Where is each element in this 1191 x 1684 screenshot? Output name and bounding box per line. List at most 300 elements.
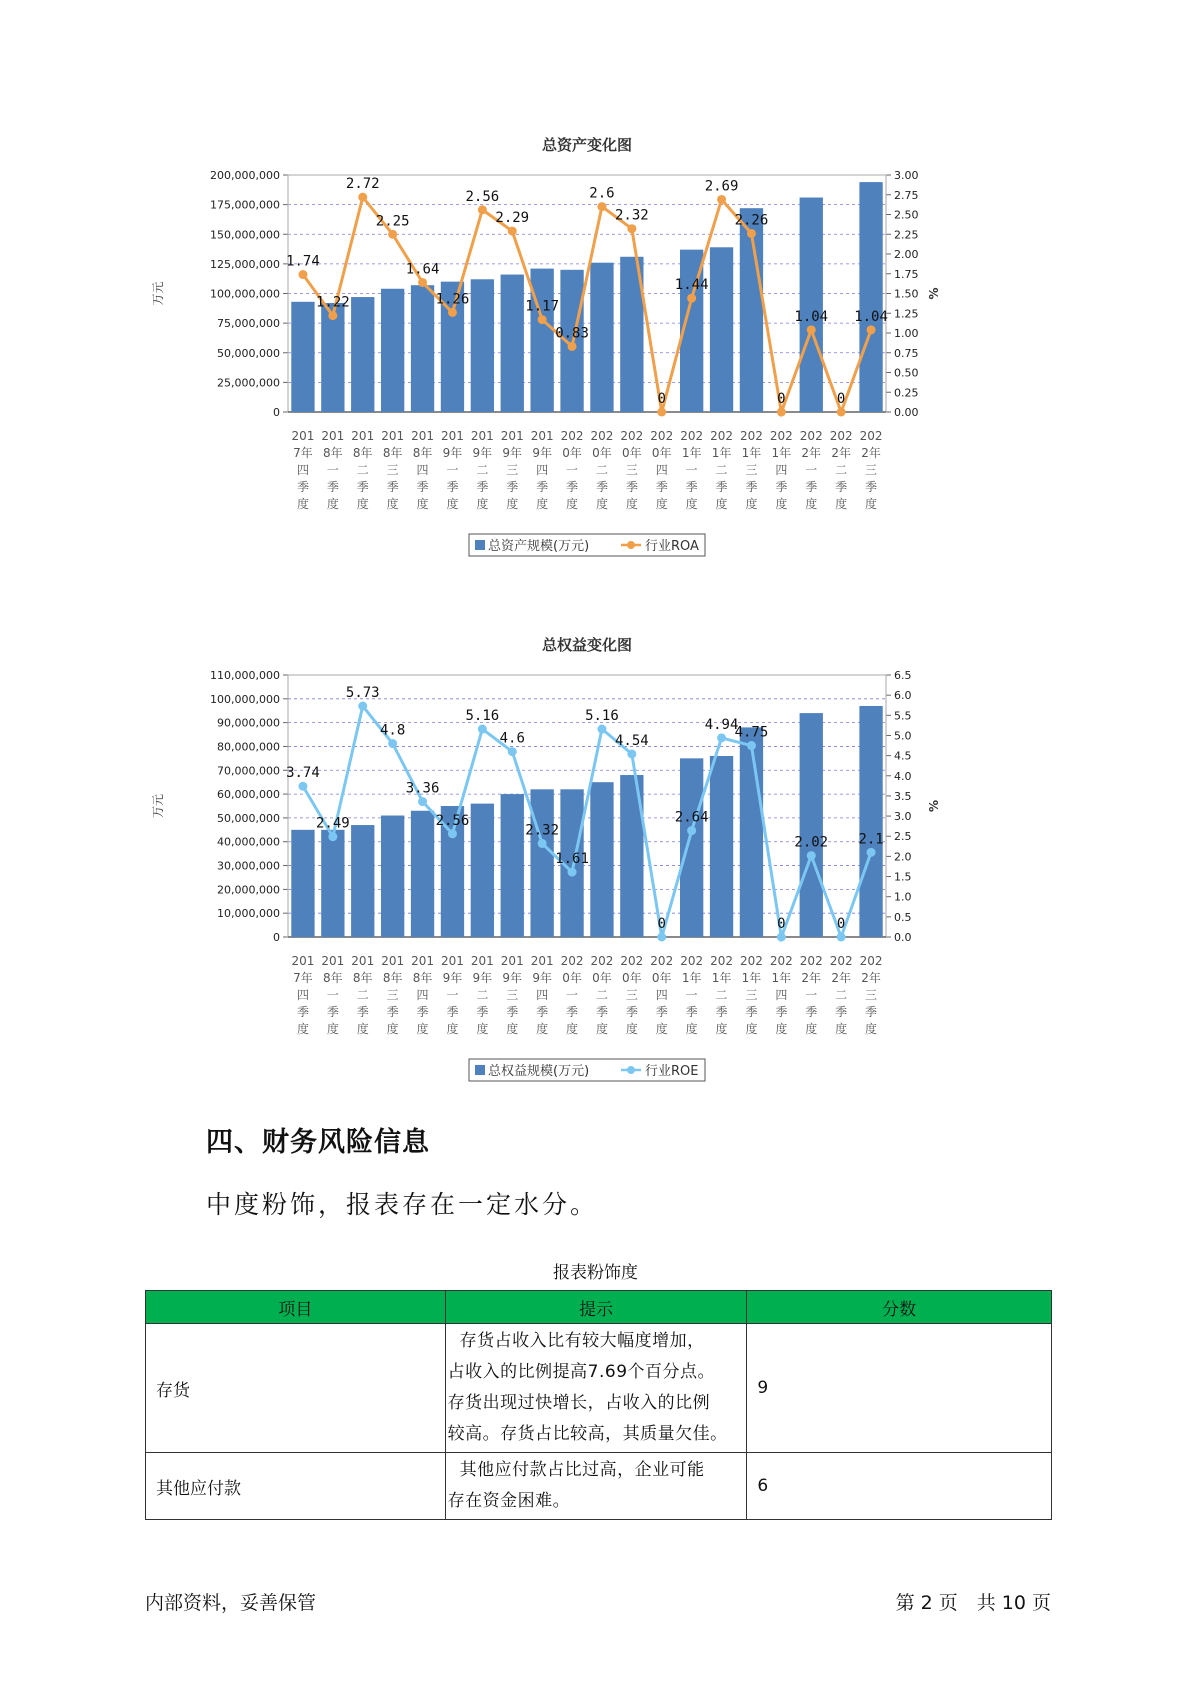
x-tick-label: 一 (326, 463, 339, 477)
data-label: 4.8 (380, 722, 406, 739)
table-row (146, 1453, 1052, 1520)
right-tick-label: 3.00 (894, 169, 919, 182)
x-tick-label: 四 (296, 463, 309, 477)
x-tick-label: 季 (835, 1005, 848, 1019)
bar (351, 297, 374, 412)
x-tick-label: 度 (566, 497, 579, 511)
right-axis-title: % (927, 799, 941, 813)
data-label: 5.16 (465, 708, 500, 725)
legend-label-line: 行业ROE (645, 1064, 699, 1079)
x-tick-label: 202 (739, 429, 763, 443)
data-label: 2.56 (435, 812, 470, 829)
x-tick-label: 二 (356, 463, 369, 477)
table-row (146, 1324, 1052, 1453)
x-tick-label: 1年 (741, 971, 762, 985)
x-tick-label: 9年 (532, 446, 552, 460)
data-label: 5.73 (345, 685, 380, 702)
line-point (568, 342, 577, 351)
x-tick-label: 四 (416, 463, 429, 477)
line-point (807, 325, 816, 334)
line-point (328, 311, 337, 320)
x-tick-label: 度 (835, 497, 848, 511)
x-tick-label: 202 (710, 429, 734, 443)
x-tick-label: 季 (685, 1005, 698, 1019)
right-tick-label: 1.00 (894, 327, 919, 340)
x-tick-label: 202 (710, 954, 734, 968)
x-tick-label: 一 (566, 463, 579, 477)
risk-table (145, 1290, 1052, 1520)
x-tick-label: 0年 (592, 971, 612, 985)
x-tick-label: 三 (506, 463, 519, 477)
left-tick-label: 175,000,000 (210, 198, 280, 212)
bar (590, 263, 613, 412)
x-tick-label: 度 (625, 497, 638, 511)
x-tick-label: 季 (715, 1005, 728, 1019)
x-tick-label: 季 (835, 480, 848, 494)
x-tick-label: 201 (500, 429, 524, 443)
x-tick-label: 度 (506, 1022, 519, 1036)
x-tick-label: 201 (321, 954, 345, 968)
right-tick-label: 2.75 (894, 188, 919, 202)
line-point (867, 848, 876, 857)
x-tick-label: 三 (745, 463, 758, 477)
hint-line: 存在资金困难。 (447, 1491, 571, 1511)
header-hint: 提示 (445, 1291, 747, 1324)
data-label: 2.56 (465, 188, 500, 205)
x-tick-label: 1年 (711, 446, 732, 460)
data-label: 4.75 (734, 724, 769, 741)
x-tick-label: 度 (296, 1022, 309, 1036)
left-tick-label: 110,000,000 (210, 669, 280, 682)
x-tick-label: 季 (595, 480, 608, 494)
row-score: 9 (747, 1324, 1052, 1453)
bar (381, 816, 404, 937)
bar (291, 302, 314, 412)
x-tick-label: 季 (356, 1005, 369, 1019)
x-tick-label: 202 (769, 429, 793, 443)
x-tick-label: 202 (680, 954, 704, 968)
right-tick-label: 3.5 (894, 789, 912, 803)
right-tick-label: 1.0 (894, 890, 912, 904)
data-label: 1.04 (794, 308, 829, 325)
bar (740, 727, 763, 937)
x-tick-label: 季 (326, 480, 339, 494)
line-point (298, 270, 307, 279)
x-tick-label: 季 (536, 1005, 549, 1019)
line-point (597, 202, 606, 211)
bar (859, 706, 882, 937)
x-tick-label: 度 (506, 497, 519, 511)
left-axis-title: 万元 (151, 793, 165, 819)
x-tick-label: 度 (805, 497, 818, 511)
data-label: 0 (777, 916, 786, 932)
x-tick-label: 季 (685, 480, 698, 494)
x-tick-label: 0年 (562, 446, 582, 460)
bar (291, 830, 314, 937)
line-point (478, 725, 487, 734)
data-label: 3.74 (286, 765, 320, 782)
x-tick-label: 2年 (831, 971, 851, 985)
x-tick-label: 201 (381, 429, 405, 443)
x-tick-label: 度 (655, 497, 668, 511)
line-point (298, 782, 307, 791)
x-tick-label: 0年 (622, 446, 642, 460)
line-point (448, 829, 457, 838)
x-tick-label: 季 (356, 480, 369, 494)
x-tick-label: 度 (595, 497, 608, 511)
x-tick-label: 9年 (442, 446, 463, 460)
x-tick-label: 度 (775, 497, 788, 511)
x-tick-label: 8年 (352, 446, 373, 460)
x-tick-label: 季 (715, 480, 728, 494)
right-tick-label: 2.0 (894, 850, 912, 864)
line-point (538, 315, 547, 324)
x-tick-label: 8年 (382, 971, 403, 985)
line-point (687, 826, 696, 835)
x-tick-label: 202 (590, 429, 614, 443)
x-tick-label: 一 (446, 988, 459, 1002)
data-label: 0 (836, 916, 846, 932)
chart-title: 总权益变化图 (541, 636, 633, 654)
data-label: 1.44 (674, 277, 709, 294)
bar (501, 275, 524, 412)
hint-line: 占收入的比例提高7.69个百分点。 (447, 1362, 716, 1382)
data-label: 2.64 (674, 809, 709, 826)
x-tick-label: 四 (536, 988, 549, 1002)
legend-label-bar: 总权益规模(万元) (488, 1064, 590, 1079)
line-point (508, 747, 517, 756)
x-tick-label: 四 (536, 463, 549, 477)
x-tick-label: 季 (386, 480, 399, 494)
right-tick-label: 0.0 (894, 931, 912, 944)
legend-swatch-point (627, 1066, 635, 1074)
x-tick-label: 201 (291, 954, 315, 968)
data-label: 4.54 (614, 733, 649, 750)
x-tick-label: 202 (829, 954, 853, 968)
x-tick-label: 0年 (592, 446, 612, 460)
left-tick-label: 40,000,000 (217, 835, 280, 849)
x-tick-label: 三 (745, 988, 758, 1002)
x-tick-label: 201 (500, 954, 524, 968)
x-tick-label: 季 (655, 480, 668, 494)
line-point (657, 408, 666, 417)
left-tick-label: 60,000,000 (217, 788, 280, 802)
x-tick-label: 季 (865, 1005, 878, 1019)
x-tick-label: 季 (296, 1005, 309, 1019)
x-tick-label: 201 (291, 429, 315, 443)
legend-label-bar: 总资产规模(万元) (488, 539, 590, 554)
x-tick-label: 9年 (442, 971, 463, 985)
line-point (867, 325, 876, 334)
x-tick-label: 一 (805, 463, 818, 477)
table-caption: 报表粉饰度 (553, 1263, 638, 1283)
x-tick-label: 一 (566, 988, 579, 1002)
line-point (807, 851, 816, 860)
x-tick-label: 1年 (771, 446, 792, 460)
x-tick-label: 季 (446, 1005, 459, 1019)
bar (710, 756, 733, 937)
line-point (657, 933, 666, 942)
x-tick-label: 度 (386, 497, 399, 511)
bar (501, 794, 524, 937)
data-label: 1.04 (854, 308, 888, 325)
x-tick-label: 二 (476, 988, 489, 1002)
x-tick-label: 9年 (472, 971, 493, 985)
legend-swatch-bar (475, 1065, 485, 1075)
x-tick-label: 2年 (801, 971, 822, 985)
x-tick-label: 7年 (293, 971, 313, 985)
data-label: 2.02 (794, 834, 829, 851)
left-tick-label: 100,000,000 (210, 287, 280, 301)
x-tick-label: 0年 (562, 971, 582, 985)
chart-title: 总资产变化图 (541, 136, 633, 154)
x-tick-label: 1年 (681, 446, 702, 460)
x-tick-label: 季 (446, 480, 459, 494)
left-tick-label: 100,000,000 (210, 692, 280, 706)
assets-chart-svg (151, 135, 980, 595)
x-tick-label: 201 (440, 429, 464, 443)
x-tick-label: 度 (296, 497, 309, 511)
x-tick-label: 度 (536, 1022, 549, 1036)
left-tick-label: 125,000,000 (210, 257, 280, 271)
right-tick-label: 6.5 (894, 669, 912, 682)
right-tick-label: 1.50 (894, 287, 919, 301)
left-tick-label: 25,000,000 (217, 376, 280, 390)
x-tick-label: 二 (715, 463, 728, 477)
x-tick-label: 季 (775, 1005, 788, 1019)
left-tick-label: 90,000,000 (217, 716, 280, 730)
x-tick-label: 一 (685, 463, 698, 477)
right-tick-label: 1.25 (894, 307, 919, 321)
data-label: 2.6 (589, 185, 615, 202)
x-tick-label: 201 (470, 954, 494, 968)
x-tick-label: 一 (685, 988, 698, 1002)
x-tick-label: 季 (506, 1005, 519, 1019)
x-tick-label: 度 (326, 1022, 339, 1036)
line-point (388, 230, 397, 239)
right-tick-label: 3.0 (894, 810, 912, 824)
line-point (717, 733, 726, 742)
x-tick-label: 202 (859, 429, 883, 443)
x-tick-label: 季 (536, 480, 549, 494)
right-tick-label: 0.00 (894, 406, 919, 419)
line-point (777, 933, 786, 942)
x-tick-label: 二 (835, 988, 848, 1002)
x-tick-label: 201 (381, 954, 405, 968)
x-tick-label: 一 (326, 988, 339, 1002)
row-item: 其他应付款 (146, 1453, 446, 1520)
x-tick-label: 度 (835, 1022, 848, 1036)
left-tick-label: 70,000,000 (217, 764, 280, 778)
x-tick-label: 度 (356, 497, 369, 511)
x-tick-label: 季 (416, 1005, 429, 1019)
left-tick-label: 10,000,000 (217, 907, 280, 921)
x-tick-label: 202 (620, 954, 644, 968)
data-label: 2.72 (345, 176, 380, 193)
row-item: 存货 (146, 1324, 446, 1453)
left-tick-label: 75,000,000 (217, 317, 280, 331)
x-tick-label: 度 (326, 497, 339, 511)
x-tick-label: 度 (655, 1022, 668, 1036)
right-tick-label: 1.75 (894, 267, 919, 281)
x-tick-label: 季 (416, 480, 429, 494)
x-tick-label: 度 (745, 497, 758, 511)
x-tick-label: 三 (386, 463, 399, 477)
x-tick-label: 度 (865, 1022, 878, 1036)
x-tick-label: 季 (595, 1005, 608, 1019)
line-point (478, 205, 487, 214)
x-tick-label: 四 (775, 988, 788, 1002)
left-tick-label: 50,000,000 (217, 811, 280, 825)
data-label: 4.6 (499, 730, 525, 747)
data-label: 1.61 (555, 851, 589, 868)
line-point (418, 797, 427, 806)
legend-swatch-point (627, 541, 635, 549)
x-tick-label: 2年 (801, 446, 822, 460)
left-tick-label: 30,000,000 (217, 859, 280, 873)
x-tick-label: 季 (476, 480, 489, 494)
x-tick-label: 季 (326, 1005, 339, 1019)
x-tick-label: 二 (356, 988, 369, 1002)
x-tick-label: 7年 (293, 446, 313, 460)
x-tick-label: 2年 (861, 446, 881, 460)
data-label: 0 (657, 391, 666, 407)
x-tick-label: 度 (416, 497, 429, 511)
x-tick-label: 202 (680, 429, 704, 443)
x-tick-label: 度 (476, 1022, 489, 1036)
data-label: 0 (657, 916, 666, 932)
hint-line: 其他应付款占比过高，企业可能 (459, 1460, 705, 1480)
right-tick-label: 2.25 (894, 228, 919, 242)
x-tick-label: 季 (506, 480, 519, 494)
header-score: 分数 (747, 1291, 1052, 1324)
right-tick-label: 1.5 (894, 870, 912, 884)
line-point (538, 839, 547, 848)
data-label: 1.22 (315, 294, 350, 311)
x-tick-label: 三 (625, 988, 638, 1002)
data-label: 0.83 (555, 325, 589, 342)
x-tick-label: 二 (835, 463, 848, 477)
right-tick-label: 4.0 (894, 769, 912, 783)
legend-swatch-bar (475, 540, 485, 550)
section-heading: 四、财务风险信息 (206, 1127, 430, 1158)
data-label: 1.74 (286, 253, 320, 270)
x-tick-label: 度 (715, 497, 728, 511)
x-tick-label: 季 (386, 1005, 399, 1019)
x-tick-label: 度 (775, 1022, 788, 1036)
x-tick-label: 202 (560, 429, 584, 443)
bar (321, 830, 344, 937)
x-tick-label: 1年 (741, 446, 762, 460)
right-tick-label: 0.75 (894, 346, 919, 360)
bar (530, 269, 553, 412)
x-tick-label: 202 (799, 429, 823, 443)
x-tick-label: 1年 (771, 971, 792, 985)
left-tick-label: 200,000,000 (210, 169, 280, 182)
right-tick-label: 2.5 (894, 830, 912, 844)
x-tick-label: 季 (566, 1005, 579, 1019)
data-label: 1.17 (525, 298, 560, 315)
x-tick-label: 度 (805, 1022, 818, 1036)
x-tick-label: 201 (351, 954, 375, 968)
table-header-row (146, 1291, 1052, 1324)
x-tick-label: 201 (530, 429, 554, 443)
x-tick-label: 202 (859, 954, 883, 968)
x-tick-label: 8年 (382, 446, 403, 460)
section-summary: 中度粉饰，报表存在一定水分。 (206, 1190, 599, 1219)
bar (590, 782, 613, 937)
line-point (627, 750, 636, 759)
equity-chart (151, 635, 980, 1095)
x-tick-label: 度 (356, 1022, 369, 1036)
x-tick-label: 度 (685, 1022, 698, 1036)
bar (471, 804, 494, 937)
right-tick-label: 5.5 (894, 709, 912, 723)
x-tick-label: 四 (775, 463, 788, 477)
right-tick-label: 0.50 (894, 366, 919, 380)
hint-line: 较高。存货占比较高，其质量欠佳。 (447, 1424, 728, 1444)
x-tick-label: 8年 (352, 971, 373, 985)
x-tick-label: 202 (620, 429, 644, 443)
x-tick-label: 度 (446, 1022, 459, 1036)
line-point (358, 193, 367, 202)
x-tick-label: 三 (386, 988, 399, 1002)
x-tick-label: 201 (321, 429, 345, 443)
x-tick-label: 度 (566, 1022, 579, 1036)
data-label: 2.32 (614, 207, 649, 224)
x-tick-label: 季 (566, 480, 579, 494)
plot-area (288, 175, 886, 412)
x-tick-label: 202 (739, 954, 763, 968)
line-point (837, 933, 846, 942)
x-tick-label: 8年 (323, 971, 343, 985)
line-point (448, 308, 457, 317)
data-label: 2.69 (704, 178, 739, 195)
x-tick-label: 二 (595, 463, 608, 477)
bar (530, 789, 553, 937)
page-number: 第 2 页 共 10 页 (895, 1592, 1051, 1614)
x-tick-label: 度 (446, 497, 459, 511)
x-tick-label: 0年 (651, 446, 672, 460)
data-label: 2.25 (375, 213, 410, 230)
x-tick-label: 二 (476, 463, 489, 477)
x-tick-label: 202 (650, 954, 674, 968)
data-label: 2.32 (525, 822, 560, 839)
x-tick-label: 四 (416, 988, 429, 1002)
x-tick-label: 季 (865, 480, 878, 494)
data-label: 2.26 (734, 212, 769, 229)
x-tick-label: 二 (715, 988, 728, 1002)
row-hint (445, 1324, 747, 1453)
x-tick-label: 度 (416, 1022, 429, 1036)
line-point (717, 195, 726, 204)
x-tick-label: 季 (805, 480, 818, 494)
right-tick-label: 5.0 (894, 729, 912, 743)
x-tick-label: 202 (829, 429, 853, 443)
left-tick-label: 50,000,000 (217, 346, 280, 360)
x-tick-label: 度 (536, 497, 549, 511)
x-tick-label: 8年 (323, 446, 343, 460)
line-point (328, 832, 337, 841)
x-tick-label: 度 (685, 497, 698, 511)
x-tick-label: 季 (745, 1005, 758, 1019)
x-tick-label: 9年 (532, 971, 552, 985)
x-tick-label: 四 (655, 988, 668, 1002)
bar (800, 713, 823, 937)
data-label: 5.16 (585, 708, 619, 725)
x-tick-label: 二 (595, 988, 608, 1002)
right-tick-label: 0.25 (894, 386, 919, 400)
